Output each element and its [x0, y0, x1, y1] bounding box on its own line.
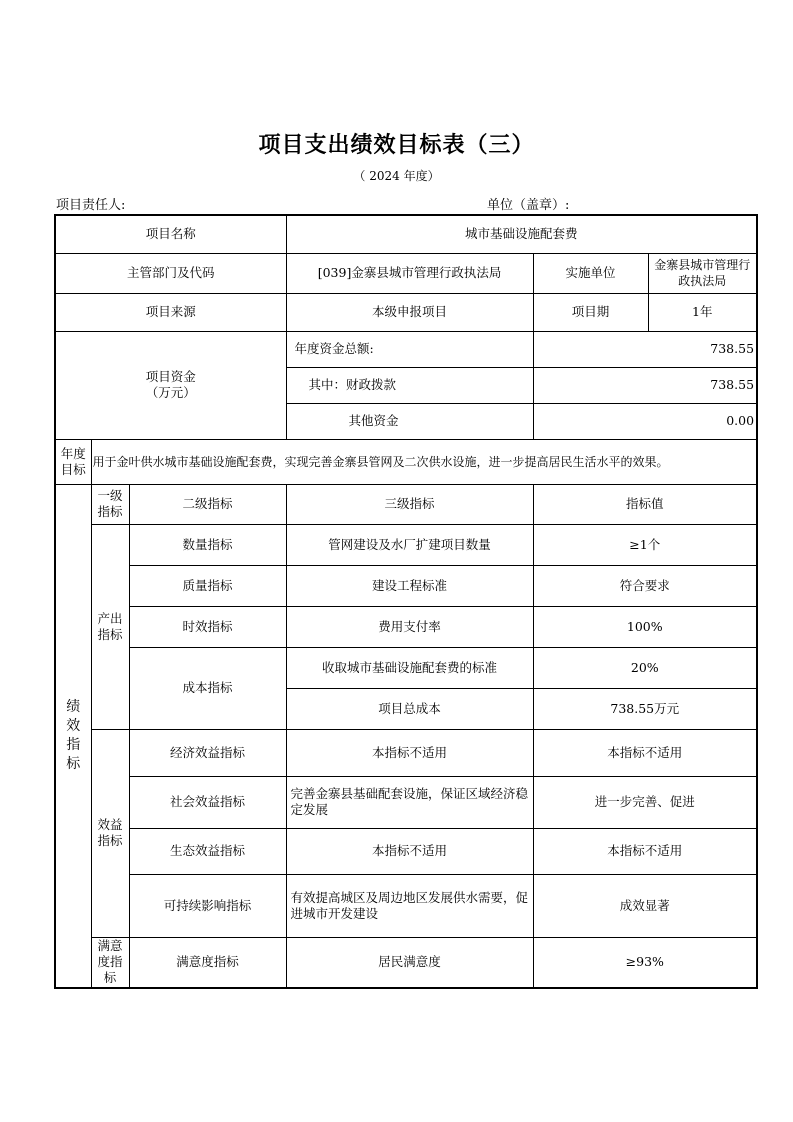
- satisfaction-value: ≥93%: [533, 937, 757, 988]
- funds-total-label: 年度资金总额:: [286, 331, 533, 367]
- fiscal-year: （ 2024 年度）: [353, 169, 440, 183]
- row-project-source: [55, 293, 757, 331]
- project-source-label: 项目来源: [55, 293, 286, 331]
- row-economic: [55, 729, 757, 776]
- row-sustainable: [55, 874, 757, 937]
- row-quantity: [55, 524, 757, 565]
- ecological-l3: 本指标不适用: [286, 828, 533, 874]
- funds-other-value: 0.00: [533, 403, 757, 439]
- economic-l3: 本指标不适用: [286, 729, 533, 776]
- funds-fiscal-value: 738.55: [533, 367, 757, 403]
- responsible-person-label: 项目责任人:: [56, 198, 126, 213]
- implementing-unit-label: 实施单位: [533, 253, 648, 293]
- ecological-l2: 生态效益指标: [129, 828, 286, 874]
- satisfaction-label-line3: 标: [103, 970, 117, 986]
- perf-char-3: 指: [66, 736, 81, 753]
- performance-target-table: [54, 214, 758, 989]
- annual-goal-label-line2: 目标: [60, 461, 86, 477]
- funds-label-line2: （万元）: [145, 385, 196, 400]
- unit-seal-label: 单位（盖章）:: [487, 198, 570, 213]
- row-funds-total: [55, 331, 757, 367]
- funds-label: [55, 331, 286, 439]
- timeliness-l3: 费用支付率: [286, 606, 533, 647]
- quantity-l2: 数量指标: [129, 524, 286, 565]
- benefit-indicator-label: [91, 729, 129, 937]
- perf-char-4: 标: [66, 755, 81, 772]
- social-l3: 完善金寨县基础配套设施，保证区域经济稳定发展: [286, 776, 533, 828]
- row-project-name: [55, 215, 757, 253]
- page-title: 项目支出绩效目标表（三）: [258, 132, 535, 158]
- row-annual-goal: [55, 439, 757, 484]
- row-social: [55, 776, 757, 828]
- satisfaction-label-line1: 满意: [97, 938, 123, 954]
- sustainable-l3: 有效提高城区及周边地区发展供水需要，促进城市开发建设: [286, 874, 533, 937]
- benefit-label-line1: 效益: [97, 817, 123, 832]
- output-label-line2: 指标: [97, 626, 123, 642]
- row-timeliness: [55, 606, 757, 647]
- project-period-value: 1年: [648, 293, 757, 331]
- quantity-l3: 管网建设及水厂扩建项目数量: [286, 524, 533, 565]
- row-department: [55, 253, 757, 293]
- project-name-value: 城市基础设施配套费: [286, 215, 757, 253]
- benefit-label-line2: 指标: [97, 833, 123, 848]
- sustainable-value: 成效显著: [533, 874, 757, 937]
- cost-standard-l3: 收取城市基础设施配套费的标准: [286, 647, 533, 688]
- timeliness-value: 100%: [533, 606, 757, 647]
- row-indicator-header: [55, 484, 757, 524]
- row-quality: [55, 565, 757, 606]
- sustainable-l2: 可持续影响指标: [129, 874, 286, 937]
- annual-goal-label-line1: 年度: [60, 445, 86, 461]
- level1-header-line1: 一级: [97, 488, 123, 503]
- project-source-value: 本级申报项目: [286, 293, 533, 331]
- annual-goal-text: 用于金叶供水城市基础设施配套费，实现完善金寨县管网及二次供水设施，进一步提高居民生活水平的效果。: [91, 439, 757, 484]
- cost-total-value: 738.55万元: [533, 688, 757, 729]
- level3-header: 三级指标: [286, 484, 533, 524]
- row-cost-standard: [55, 647, 757, 688]
- satisfaction-l2: 满意度指标: [129, 937, 286, 988]
- cost-standard-value: 20%: [533, 647, 757, 688]
- funds-other-label: 其他资金: [286, 403, 533, 439]
- output-indicator-label: [91, 524, 129, 729]
- row-satisfaction: [55, 937, 757, 988]
- funds-fiscal-label: 其中：财政拨款: [286, 367, 533, 403]
- project-period-label: 项目期: [533, 293, 648, 331]
- economic-value: 本指标不适用: [533, 729, 757, 776]
- cost-total-l3: 项目总成本: [286, 688, 533, 729]
- level2-header: 二级指标: [129, 484, 286, 524]
- quantity-value: ≥1个: [533, 524, 757, 565]
- perf-char-2: 效: [66, 717, 81, 734]
- timeliness-l2: 时效指标: [129, 606, 286, 647]
- row-ecological: [55, 828, 757, 874]
- value-header: 指标值: [533, 484, 757, 524]
- economic-l2: 经济效益指标: [129, 729, 286, 776]
- cost-l2: 成本指标: [129, 647, 286, 729]
- quality-l2: 质量指标: [129, 565, 286, 606]
- social-l2: 社会效益指标: [129, 776, 286, 828]
- department-value: [039]金寨县城市管理行政执法局: [286, 253, 533, 293]
- satisfaction-l3: 居民满意度: [286, 937, 533, 988]
- perf-char-1: 绩: [66, 698, 81, 715]
- project-name-label: 项目名称: [55, 215, 286, 253]
- quality-l3: 建设工程标准: [286, 565, 533, 606]
- implementing-unit-value: 金寨县城市管理行政执法局: [648, 253, 757, 293]
- funds-label-line1: 项目资金: [145, 369, 196, 384]
- satisfaction-indicator-label: [91, 937, 129, 988]
- annual-goal-label: [55, 439, 91, 484]
- department-label: 主管部门及代码: [55, 253, 286, 293]
- social-value: 进一步完善、促进: [533, 776, 757, 828]
- performance-indicators-label: [55, 484, 91, 988]
- ecological-value: 本指标不适用: [533, 828, 757, 874]
- funds-total-value: 738.55: [533, 331, 757, 367]
- level1-header-line2: 指标: [97, 504, 123, 519]
- satisfaction-label-line2: 度指: [97, 954, 123, 970]
- output-label-line1: 产出: [97, 610, 123, 626]
- level1-header: [91, 484, 129, 524]
- quality-value: 符合要求: [533, 565, 757, 606]
